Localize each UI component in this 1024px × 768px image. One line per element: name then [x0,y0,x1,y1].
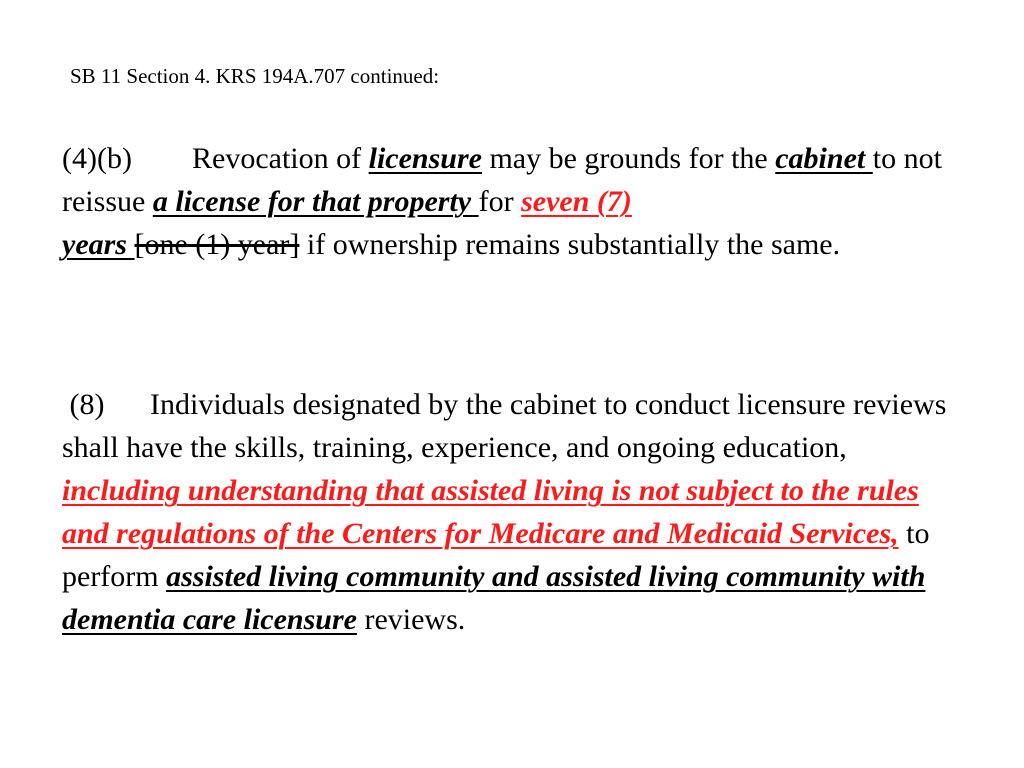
inserted-term-cabinet: cabinet [775,142,873,175]
section-label-4b: (4)(b) [62,142,132,175]
text-segment: Revocation of [192,142,369,175]
text-segment: to not reissue [62,142,942,218]
text-segment: may be grounds for the [481,142,776,175]
inserted-cms-clause: including understanding that assisted living is not subject to the rules and regulations of the Centers for Medicare and Medicaid Services, [62,474,919,550]
text-segment: reviews. [356,603,466,636]
inserted-community-phrase: assisted living community and assisted living community with dementia care licensure [62,560,926,636]
inserted-phrase-license-property: a license for that property [152,185,479,218]
inserted-years: years [62,228,135,261]
inserted-term-licensure: licensure [368,142,482,175]
text-segment: for [478,185,522,218]
slide-heading: SB 11 Section 4. KRS 194A.707 continued: [70,64,440,88]
text-segment: if ownership remains substantially the same. [299,228,841,261]
paragraph-8 [62,383,962,641]
deleted-one-year: [one (1) year] [134,228,300,261]
text-segment: to perform [62,517,930,593]
text-segment: Individuals designated by the cabinet to conduct licensure reviews shall have the skills, training, experience, and ongoing education, [62,388,947,464]
section-label-8: (8) [69,388,105,421]
paragraph-4b [62,137,962,266]
inserted-seven-years: seven (7) [521,185,632,218]
